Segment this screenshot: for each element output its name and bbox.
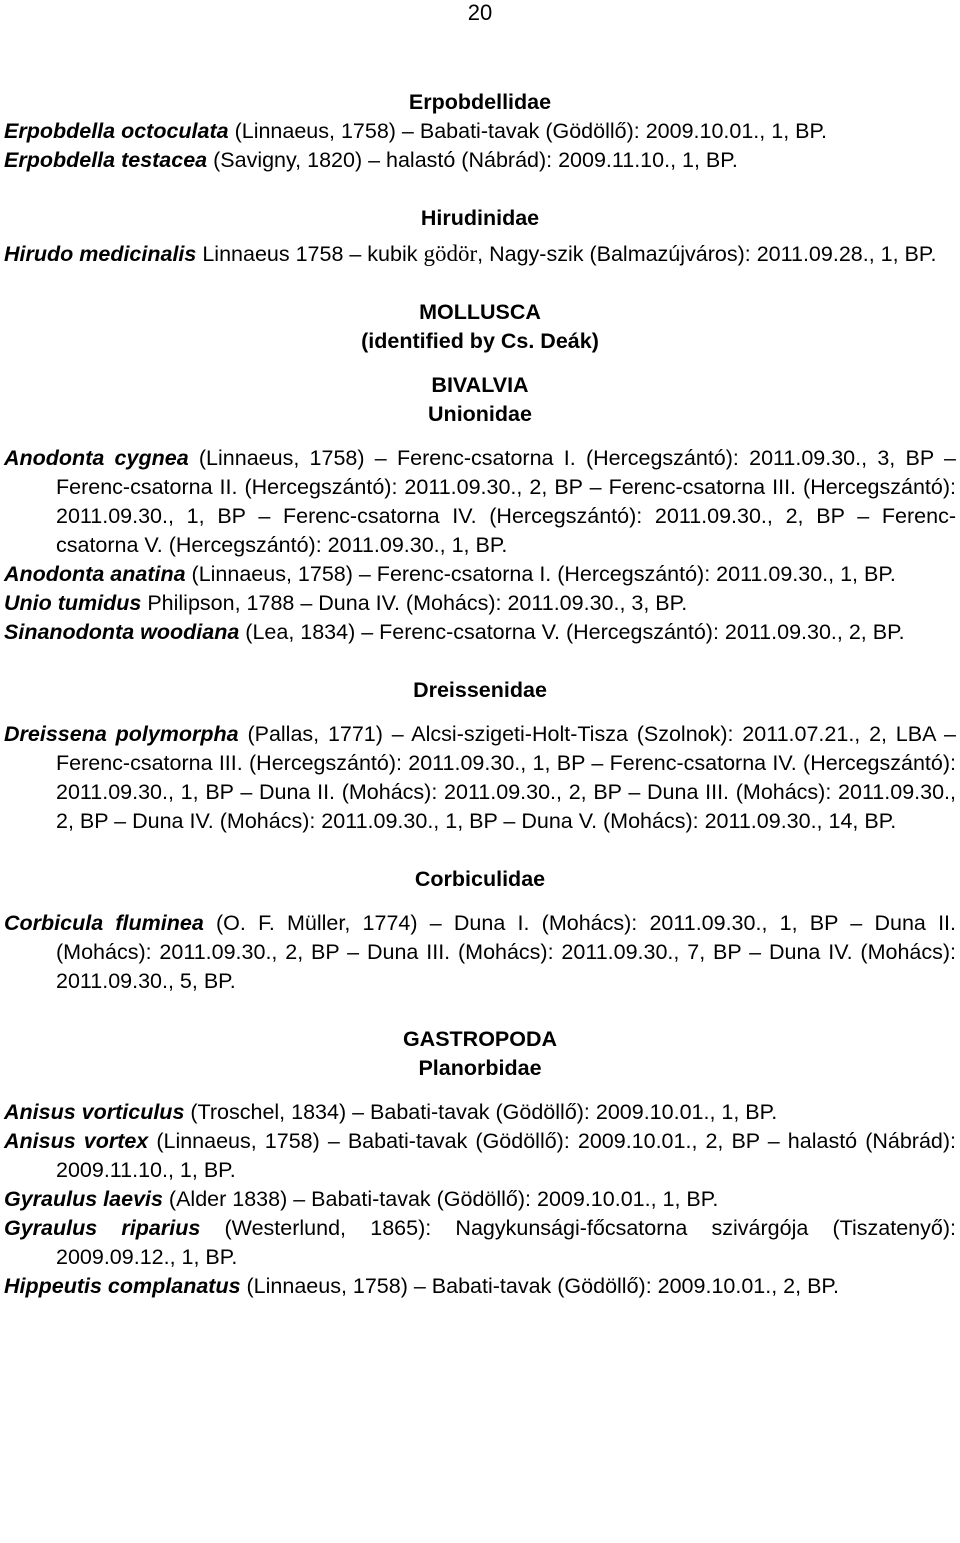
section-heading xyxy=(4,88,956,117)
document-body xyxy=(4,88,956,1301)
heading-line: (identified by Cs. Deák) xyxy=(361,329,599,353)
record-text: (Linnaeus, 1758) – Babati-tavak (Gödöllő): 2009.10.01., 1, BP. xyxy=(228,119,828,143)
heading-line: Unionidae xyxy=(428,402,532,426)
heading-line: GASTROPODA xyxy=(402,1027,558,1051)
species-name: Erpobdella octoculata xyxy=(4,119,229,143)
record-text: (Westerlund, 1865): Nagykunsági-főcsatorna szivárgója (Tiszatenyő): 2009.09.12., 1, BP. xyxy=(56,1216,956,1269)
section-heading xyxy=(4,371,956,429)
species-name: Erpobdella testacea xyxy=(4,148,208,172)
species-entry xyxy=(4,444,956,560)
record-text: (Alder 1838) – Babati-tavak (Gödöllő): 2009.10.01., 1, BP. xyxy=(162,1187,719,1211)
species-name: Anodonta cygnea xyxy=(4,446,189,470)
record-text: (Linnaeus, 1758) – Babati-tavak (Gödöllő): 2009.10.01., 2, BP. xyxy=(240,1274,839,1298)
heading-line: Dreissenidae xyxy=(413,678,547,702)
page-number: 20 xyxy=(467,0,493,25)
species-name: Anisus vortex xyxy=(4,1129,149,1153)
species-entry xyxy=(4,239,956,269)
record-text: gödör xyxy=(423,241,478,266)
species-name: Sinanodonta woodiana xyxy=(4,620,240,644)
species-name: Gyraulus laevis xyxy=(4,1187,163,1211)
record-text: (Troschel, 1834) – Babati-tavak (Gödöllő): 2009.10.01., 1, BP. xyxy=(184,1100,778,1124)
heading-line: Erpobdellidae xyxy=(408,90,552,114)
section-heading xyxy=(4,1025,956,1083)
record-text: (Pallas, 1771) – Alcsi-szigeti-Holt-Tisza (Szolnok): 2011.07.21., 2, LBA – Ferenc-csatorna III. (Hercegszántó): 2011.09.30., 1, BP – Ferenc-csatorna IV. (Hercegszántó): 2011.09.30., 1, BP – Duna II. (Mohács): 2011.09.30., 2, BP – Duna III. (Mohács): 2011.09.30., 2, BP – Duna IV. (Mohács): 2011.09.30., 1, BP – Duna V. (Mohács): 2011.09.30., 14, BP. xyxy=(56,722,957,833)
heading-line: Planorbidae xyxy=(418,1056,542,1080)
species-name: Hippeutis complanatus xyxy=(4,1274,241,1298)
record-text: (Lea, 1834) – Ferenc-csatorna V. (Hercegszántó): 2011.09.30., 2, BP. xyxy=(239,620,905,644)
species-entry xyxy=(4,720,956,836)
species-entry xyxy=(4,1185,956,1214)
species-entry xyxy=(4,1127,956,1185)
heading-line: Corbiculidae xyxy=(414,867,546,891)
record-text: (Linnaeus, 1758) – Ferenc-csatorna I. (Hercegszántó): 2011.09.30., 3, BP – Ferenc-csatorna II. (Hercegszántó): 2011.09.30., 2, BP – Ferenc-csatorna III. (Hercegszántó): 2011.09.30., 1, BP – Ferenc-csatorna IV. (Hercegszántó): 2011.09.30., 2, BP – Ferenc-csatorna V. (Hercegszántó): 2011.09.30., 1, BP. xyxy=(56,446,956,557)
record-text: , Nagy-szik (Balmazújváros): 2011.09.28., 1, BP. xyxy=(477,242,937,266)
heading-line: MOLLUSCA xyxy=(419,300,541,324)
heading-line: BIVALVIA xyxy=(431,373,529,397)
species-name: Anisus vorticulus xyxy=(4,1100,185,1124)
species-name: Hirudo medicinalis xyxy=(4,242,197,266)
species-entry xyxy=(4,618,956,647)
species-name: Unio tumidus xyxy=(4,591,142,615)
record-text: Philipson, 1788 – Duna IV. (Mohács): 2011.09.30., 3, BP. xyxy=(141,591,688,615)
species-entry xyxy=(4,560,956,589)
section-heading xyxy=(4,298,956,356)
record-text: (Linnaeus, 1758) – Babati-tavak (Gödöllő): 2009.10.01., 2, BP – halastó (Nábrád): 2009.11.10., 1, BP. xyxy=(56,1129,957,1182)
species-entry xyxy=(4,117,956,146)
species-entry xyxy=(4,146,956,175)
record-text: (O. F. Müller, 1774) – Duna I. (Mohács): 2011.09.30., 1, BP – Duna II. (Mohács): 2011.09.30., 2, BP – Duna III. (Mohács): 2011.09.30., 7, BP – Duna IV. (Mohács): 2011.09.30., 5, BP. xyxy=(56,911,956,993)
section-heading xyxy=(4,865,956,894)
record-text: Linnaeus 1758 – kubik xyxy=(196,242,424,266)
section-heading xyxy=(4,204,956,233)
record-text: (Linnaeus, 1758) – Ferenc-csatorna I. (Hercegszántó): 2011.09.30., 1, BP. xyxy=(185,562,896,586)
record-text: (Savigny, 1820) – halastó (Nábrád): 2009.11.10., 1, BP. xyxy=(207,148,738,172)
species-entry xyxy=(4,1214,956,1272)
section-heading xyxy=(4,676,956,705)
species-entry xyxy=(4,1098,956,1127)
species-entry xyxy=(4,909,956,996)
heading-line: Hirudinidae xyxy=(420,206,540,230)
species-name: Gyraulus riparius xyxy=(4,1216,201,1240)
species-name: Dreissena polymorpha xyxy=(4,722,239,746)
species-entry xyxy=(4,1272,956,1301)
species-name: Anodonta anatina xyxy=(4,562,186,586)
species-entry xyxy=(4,589,956,618)
species-name: Corbicula fluminea xyxy=(4,911,204,935)
